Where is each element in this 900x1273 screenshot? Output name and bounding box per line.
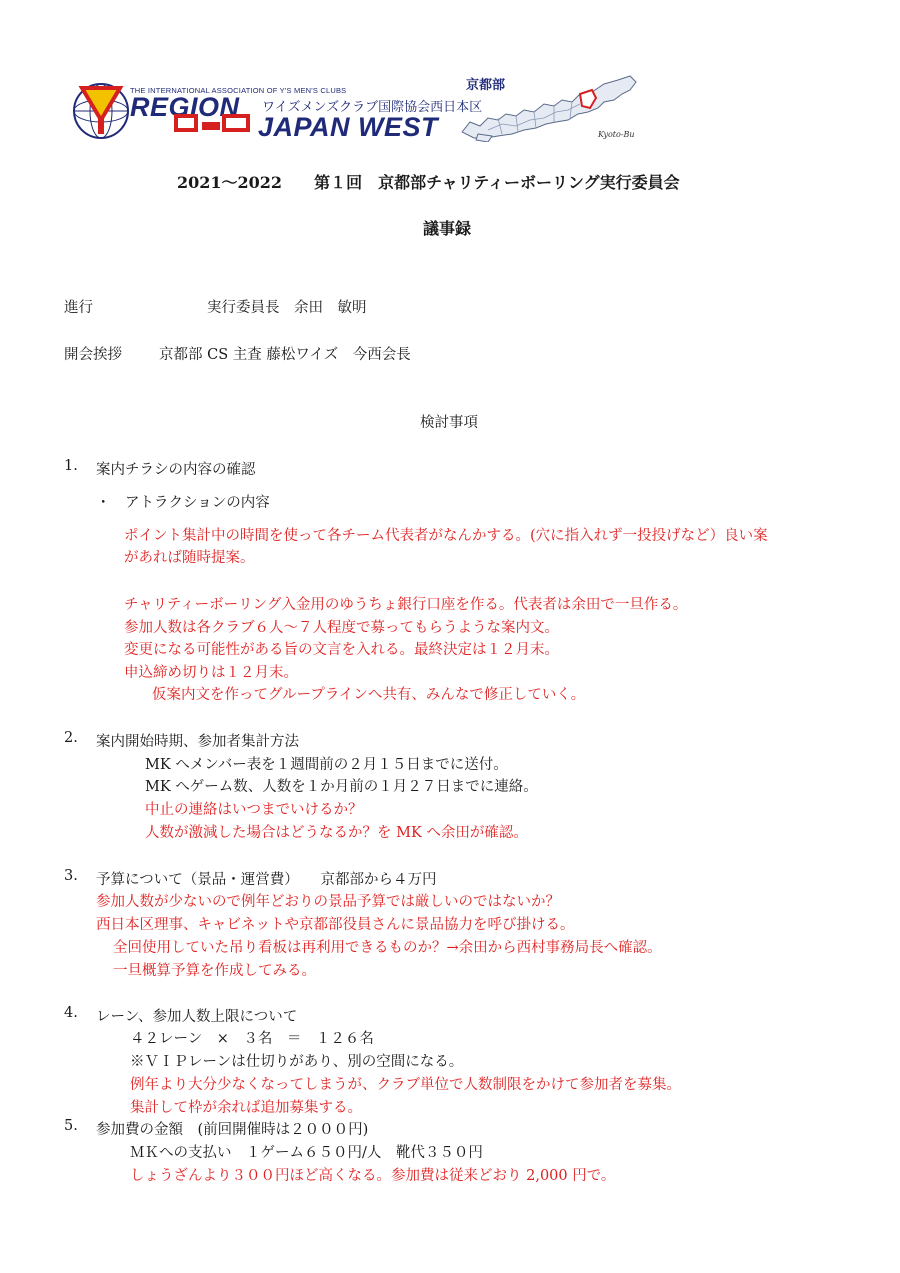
note-line: 一旦概算予算を作成してみる。 <box>113 963 316 979</box>
japan-west-wordmark: JAPAN WEST <box>258 112 439 142</box>
detail-line: ４２レーン × ３名 ＝ １２６名 <box>130 1031 374 1047</box>
note-line: 参加人数は各クラブ６人～７人程度で募ってもらうような案内文。 <box>124 620 559 636</box>
note-line: 申込締め切りは１２月末。 <box>124 665 298 681</box>
item-number: 1. <box>64 458 78 474</box>
note-line: 集計して枠が余れば追加募集する。 <box>130 1100 362 1116</box>
map-signature: Kyoto-Bu <box>598 130 635 139</box>
note-line: 西日本区理事、キャビネットや京都部役員さんに景品協力を呼び掛ける。 <box>96 917 575 933</box>
greeting-label: 開会挨拶 <box>64 347 122 363</box>
item-title: 案内チラシの内容の確認 <box>96 462 256 478</box>
item-title: レーン、参加人数上限について <box>96 1009 298 1025</box>
map-label: 京都部 <box>466 78 506 93</box>
document-title: 2021～2022 第１回 京都部チャリティーボーリング実行委員会 <box>177 173 680 192</box>
note-line: 全回使用していた吊り看板は再利用できるものか？→余田から西村事務局長へ確認。 <box>113 940 662 956</box>
section-heading: 検討事項 <box>420 415 478 431</box>
item-number: 5. <box>64 1118 78 1134</box>
item-number: 3. <box>64 868 78 884</box>
item-title: 予算について（景品・運営費） 京都部から４万円 <box>96 872 437 888</box>
detail-line: MK へゲーム数、人数を１か月前の１月２７日までに連絡。 <box>145 779 538 795</box>
detail-line: MK へメンバー表を１週間前の２月１５日までに送付。 <box>145 757 508 773</box>
japanese-org-name: ワイズメンズクラブ国際協会西日本区 <box>262 100 483 115</box>
detail-line: ※ＶＩＰレーンは仕切りがあり、別の空間になる。 <box>130 1054 464 1070</box>
region-wordmark: REGION <box>130 92 240 122</box>
document-subtitle: 議事録 <box>423 219 472 238</box>
item-bullet: ・ アトラクションの内容 <box>96 495 270 511</box>
detail-line: ＭＫへの支払い １ゲーム６５０円/人 靴代３５０円 <box>130 1145 483 1161</box>
note-line: 仮案内文を作ってグループラインへ共有、みんなで修正していく。 <box>152 687 586 703</box>
moderator-label: 進行 <box>64 300 93 316</box>
note-line: しょうざんより３００円ほど高くなる。参加費は従来どおり 2,000 円で。 <box>130 1168 616 1184</box>
note-line: 変更になる可能性がある旨の文言を入れる。最終決定は１２月末。 <box>124 642 559 658</box>
note-line: 例年より大分少なくなってしまうが、クラブ単位で人数制限をかけて参加者を募集。 <box>130 1077 681 1093</box>
intl-association-line: THE INTERNATIONAL ASSOCIATION OF Y'S MEN'S CLUBS <box>130 86 347 95</box>
greeting-value: 京都部 CS 主査 藤松ワイズ 今西会長 <box>159 347 411 363</box>
note-line: 人数が激減した場合はどうなるか？を MK へ余田が確認。 <box>145 825 528 841</box>
region-mark-icon <box>174 112 252 134</box>
note-line: 参加人数が少ないので例年どおりの景品予算では厳しいのではないか？ <box>96 894 560 910</box>
note-line: 中止の連絡はいつまでいけるか？ <box>145 802 363 818</box>
note-line: ポイント集計中の時間を使って各チーム代表者がなんかする。(穴に指入れず一投投げなど）良い案 <box>124 528 768 544</box>
moderator-value: 実行委員長 余田 敏明 <box>207 300 367 316</box>
note-line: があれば随時提案。 <box>124 550 255 566</box>
note-line: チャリティーボーリング入金用のゆうちょ銀行口座を作る。代表者は余田で一旦作る。 <box>124 597 688 613</box>
item-title: 参加費の金額 (前回開催時は２０００円) <box>96 1122 369 1138</box>
item-number: 4. <box>64 1005 78 1021</box>
ys-mens-emblem-icon <box>72 80 130 142</box>
item-number: 2. <box>64 730 78 746</box>
item-title: 案内開始時期、参加者集計方法 <box>96 734 299 750</box>
